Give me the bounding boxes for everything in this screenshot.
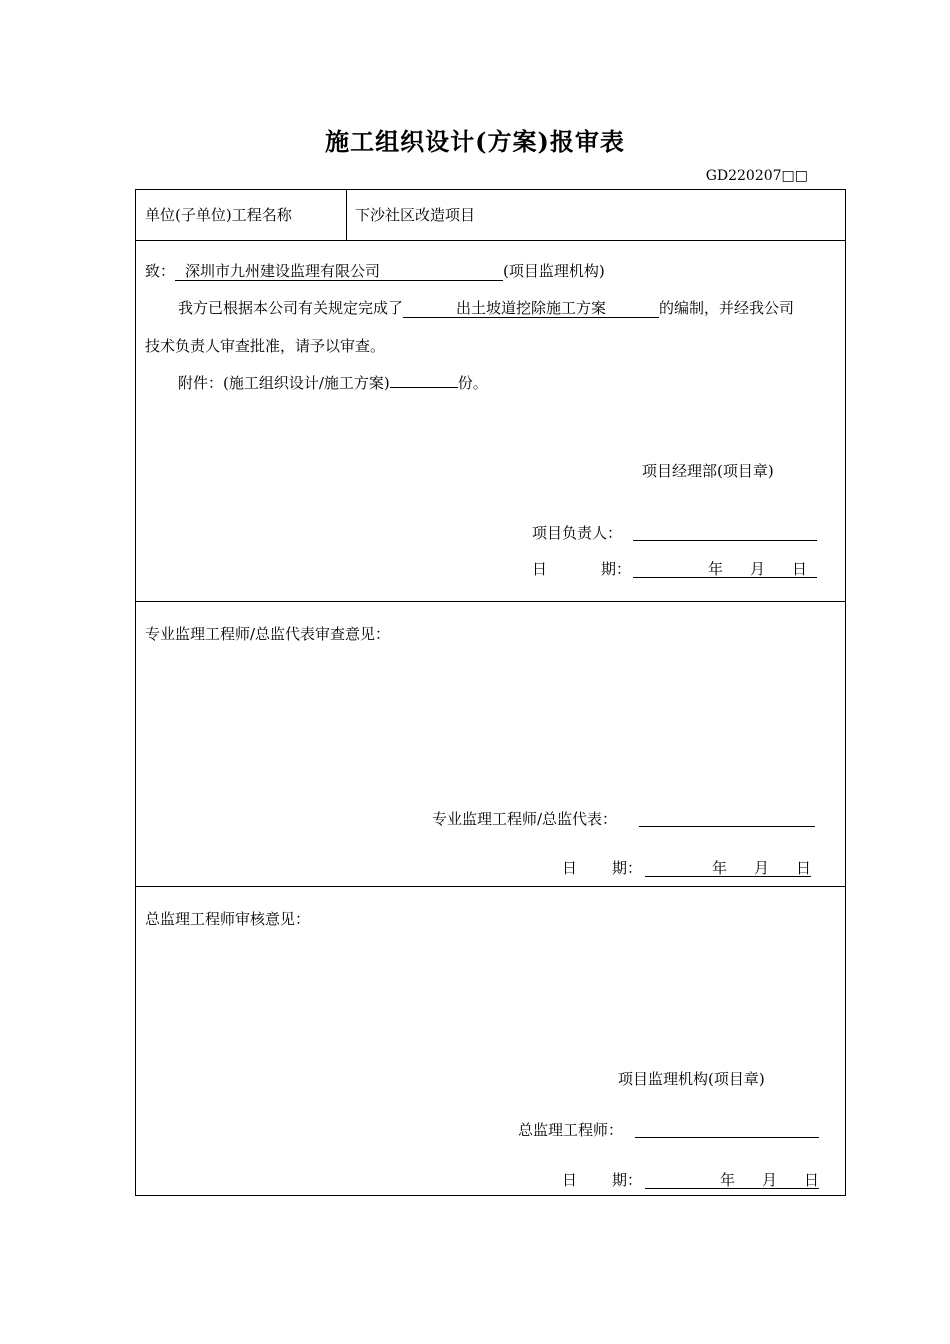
header-divider [346,190,347,240]
statement-suffix: 的编制，并经我公司 [659,299,795,317]
statement-line-2: 技术负责人审查批准，请予以审查。 [145,337,386,355]
form-table [135,189,846,1196]
review-opinion-heading: 专业监理工程师/总监代表审查意见： [145,625,391,643]
project-dept-stamp: 项目经理部(项目章) [642,462,774,480]
date-month-1: 月 [750,560,766,578]
date-label-1-colon: 期： [601,560,632,578]
responsible-label: 项目负责人： [532,524,623,542]
project-name-label: 单位(子单位)工程名称 [145,206,292,224]
date-year-3: 年 [720,1171,736,1189]
project-name-value[interactable]: 下沙社区改造项目 [355,206,476,224]
attachment-count[interactable] [390,387,458,388]
date-day-2: 日 [796,859,812,877]
chief-engineer-label: 总监理工程师： [518,1121,624,1139]
chief-opinion-heading: 总监理工程师审核意见： [145,910,311,928]
row-divider-3 [136,886,845,887]
date-label-2-colon: 期： [612,859,643,877]
chief-signature-line[interactable] [635,1137,819,1138]
attachment-prefix: 附件：(施工组织设计/施工方案) [178,374,390,392]
date-day-1: 日 [792,560,808,578]
row-divider-1 [136,240,845,241]
date-year-1: 年 [708,560,724,578]
page-title: 施工组织设计(方案)报审表 [325,127,625,156]
engineer-signature-line[interactable] [639,826,815,827]
row-divider-2 [136,601,845,602]
date-label-2: 日 [562,859,578,877]
addressee-company[interactable]: 深圳市九州建设监理有限公司 [175,263,503,281]
date-month-2: 月 [754,859,770,877]
date-year-2: 年 [712,859,728,877]
engineer-sign-label: 专业监理工程师/总监代表： [432,810,618,828]
attachment-suffix: 份。 [457,374,488,392]
addressee-suffix: (项目监理机构) [503,262,605,280]
date-month-3: 月 [762,1171,778,1189]
date-label-3: 日 [562,1171,578,1189]
responsible-signature-line[interactable] [633,540,817,541]
statement-line-1 [178,299,794,318]
date-line-1[interactable] [633,577,817,578]
date-day-3: 日 [804,1171,820,1189]
supervision-org-stamp: 项目监理机构(项目章) [618,1070,765,1088]
date-label-3-colon: 期： [612,1171,643,1189]
plan-name[interactable]: 出土坡道挖除施工方案 [403,300,659,318]
attachment-line [178,374,488,392]
addressee-line [145,262,605,281]
statement-prefix: 我方已根据本公司有关规定完成了 [178,299,404,317]
form-code: GD220207□□ [705,168,808,184]
to-prefix: 致： [145,262,176,280]
date-line-2[interactable] [645,876,811,877]
date-label-1: 日 [532,560,548,578]
